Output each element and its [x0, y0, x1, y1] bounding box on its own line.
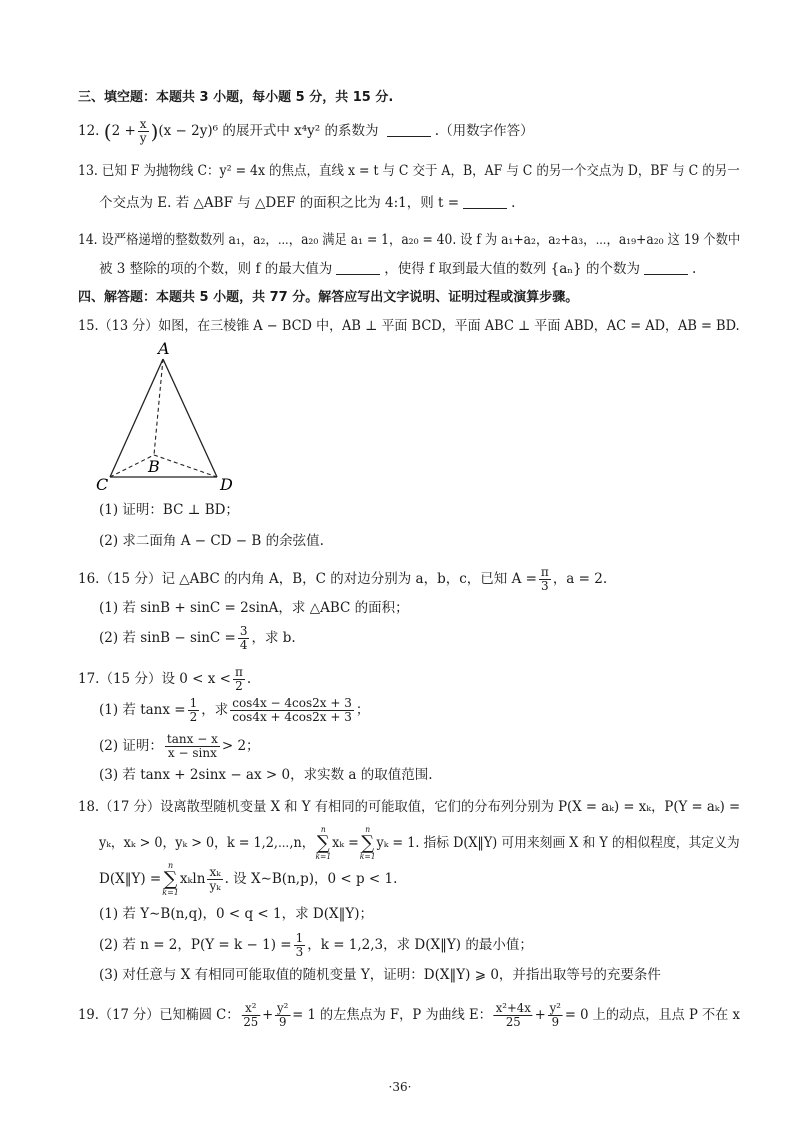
q19-fraction-4: [548, 1002, 563, 1029]
q17-part2-a: (2) 证明：: [99, 738, 163, 755]
q18-sum-d-top: n: [167, 861, 174, 870]
q17-part1-frac-b-den: cos4x + 4cos2x + 3: [232, 710, 352, 725]
q18-sum-d: [162, 862, 179, 897]
q13-answer-blank[interactable]: [463, 196, 507, 209]
q16-part2-fraction: [238, 625, 250, 652]
q12-frac-den: y: [139, 131, 147, 146]
q16-stem-a: 16.（15 分）记 △ABC 的内角 A，B，C 的对边分别为 a，b，c，已知 A =: [78, 571, 537, 588]
edge-AD: [163, 359, 217, 477]
q16-part2-a: (2) 若 sinB − sinC =: [99, 630, 236, 647]
q17-part1: [99, 697, 369, 724]
q18-part2-frac-den: 3: [295, 945, 304, 960]
q16-frac-den: 3: [541, 579, 549, 594]
tetrahedron-figure: [90, 337, 250, 497]
q17-part1-b: ，求: [201, 702, 229, 719]
q19-stem: [78, 1002, 740, 1029]
q18-sum-x-sigma: ∑: [316, 832, 330, 854]
q18-line2: [99, 826, 740, 861]
edge-BD-hidden: [154, 455, 217, 477]
q18-line2-c: yₖ = 1. 指标 D(X‖Y) 可用来刻画 X 和 Y 的相似程度，其定义为: [376, 835, 740, 851]
q17-part1-a: (1) 若 tanx =: [99, 702, 186, 719]
q12-paren-close: ): [150, 119, 159, 144]
q18-line3: [99, 862, 397, 897]
q17-part1-c: ；: [355, 702, 370, 719]
q17-part2: [99, 733, 260, 760]
q13-line2-end: .: [511, 195, 516, 211]
q18-sum-d-sigma: ∑: [163, 868, 178, 890]
q16-frac-num: π: [540, 565, 549, 579]
q18-part1: (1) 若 Y∼B(n,q)，0 < q < 1，求 D(X‖Y)；: [99, 906, 374, 922]
q18-part2-frac-num: 1: [295, 931, 304, 945]
q18-sum-x-top: n: [320, 825, 326, 834]
q16-part2: [99, 625, 296, 652]
q18-line3-frac-den: yₖ: [209, 879, 221, 893]
q12-expr-a: 2 +: [111, 123, 136, 140]
q18-line1: 18.（17 分）设离散型随机变量 X 和 Y 有相同的可能取值，它们的分布列分别为 P(X = aₖ) = xₖ，P(Y = aₖ) =: [78, 799, 741, 815]
q19-fraction-2: [275, 1002, 290, 1029]
q18-part2-a: (2) 若 n = 2，P(Y = k − 1) =: [99, 937, 292, 954]
q17-frac-num: π: [234, 665, 243, 679]
q18-line2-b: xₖ =: [332, 835, 359, 851]
q12-expr-b: (x − 2y)⁶ 的展开式中 x⁴y² 的系数为: [158, 123, 379, 140]
q13-line2: [99, 195, 515, 211]
section-3-heading: 三、填空题：本题共 3 小题，每小题 5 分，共 15 分.: [78, 90, 394, 105]
edge-AB-hidden: [154, 359, 163, 455]
q19-f4-den: 9: [551, 1015, 560, 1030]
q17-part1-frac-a-den: 2: [189, 710, 198, 725]
q16-fraction: [539, 566, 551, 593]
q14-answer-blank-2[interactable]: [644, 262, 688, 275]
q14-line2-text-b: ，使得 f 取到最大值的数列 {aₙ} 的个数为: [384, 261, 640, 277]
q18-line3-frac-num: xₖ: [209, 864, 221, 879]
q17-part1-frac-a-num: 1: [189, 696, 198, 710]
q16-part2-frac-den: 4: [239, 638, 248, 653]
q18-sum-y-bottom: k=1: [359, 852, 376, 861]
q18-line3-a: D(X‖Y) =: [99, 871, 162, 887]
q17-frac-den: 2: [235, 679, 243, 694]
q19-f4-num: y²: [549, 1001, 561, 1015]
q16-part1: (1) 若 sinB + sinC = 2sinA，求 △ABC 的面积；: [99, 600, 409, 616]
q15-part1: (1) 证明：BC ⊥ BD；: [99, 502, 239, 518]
q19-f2-den: 9: [278, 1015, 287, 1030]
q18-line3-fraction: [207, 866, 222, 893]
q19-d: +: [534, 1007, 546, 1024]
q18-sum-d-bottom: k=1: [162, 888, 179, 897]
q14-line2-text-a: 被 3 整除的项的个数，则 f 的最大值为: [99, 261, 333, 277]
q17-part1-fraction-a: [188, 697, 200, 724]
q13-line1: 13. 已知 F 为抛物线 C：y² = 4x 的焦点，直线 x = t 与 C 交于 A，B，AF 与 C 的另一个交点为 D，BF 与 C 的另一: [78, 163, 740, 179]
q18-sum-y-sigma: ∑: [361, 832, 375, 854]
q17-part2-frac-den: x − sinx: [167, 746, 217, 761]
q19-f3-den: 25: [505, 1015, 521, 1030]
q12-frac-num: x: [139, 117, 147, 131]
q18-line3-c: . 设 X∼B(n,p)，0 < p < 1.: [224, 871, 398, 887]
q15-stem: 15.（13 分）如图，在三棱锥 A − BCD 中，AB ⊥ 平面 BCD，平面 ABC ⊥ 平面 ABD，AC = AD，AB = BD.: [78, 318, 740, 334]
q18-part2-b: ，k = 1,2,3，求 D(X‖Y) 的最小值；: [307, 937, 533, 954]
q12-answer-blank[interactable]: [387, 124, 431, 137]
q18-part2-fraction: [294, 932, 306, 959]
q19-b: +: [262, 1007, 274, 1024]
q12-fraction: [138, 118, 149, 145]
q17-fraction: [233, 666, 245, 693]
q19-f2-num: y²: [277, 1001, 289, 1015]
q12-number: 12.: [78, 123, 100, 140]
q18-part2: [99, 932, 533, 959]
q19-fraction-3: [494, 1002, 533, 1029]
vertex-label-B: B: [148, 457, 160, 476]
q18-sum-y-top: n: [365, 825, 371, 834]
q15-part2: (2) 求二面角 A − CD − B 的余弦值.: [99, 533, 324, 549]
q18-line2-a: yₖ，xₖ > 0，yₖ > 0，k = 1,2,⋯,n，: [99, 835, 315, 851]
q17-part2-b: > 2；: [221, 738, 260, 755]
q16-stem-b: ，a = 2.: [552, 571, 608, 588]
q18-part3: (3) 对任意与 X 有相同可能取值的随机变量 Y，证明：D(X‖Y) ⩾ 0，并指出取等号的充要条件: [99, 967, 661, 983]
vertex-label-A: A: [158, 339, 170, 358]
q19-a: 19.（17 分）已知椭圆 C：: [78, 1007, 240, 1024]
section-4-heading: 四、解答题：本题共 5 小题，共 77 分。解答应写出文字说明、证明过程或演算步骤。: [78, 290, 579, 305]
q19-fraction-1: [241, 1002, 260, 1029]
q14-line2-end: .: [692, 261, 697, 277]
q13-line2-text: 个交点为 E. 若 △ABF 与 △DEF 的面积之比为 4:1，则 t =: [99, 195, 460, 211]
q18-sum-x-bottom: k=1: [315, 852, 332, 861]
q17-stem-a: 17.（15 分）设 0 < x <: [78, 671, 231, 688]
q16-part2-b: ，求 b.: [251, 630, 296, 647]
q19-f1-num: x²: [241, 1002, 260, 1016]
q14-answer-blank-1[interactable]: [336, 262, 380, 275]
q17-part2-frac-num: tanx − x: [166, 732, 218, 746]
q16-part2-frac-num: 3: [239, 624, 248, 638]
q19-f1-den: 25: [243, 1015, 259, 1030]
q18-sum-x: [315, 826, 331, 861]
q16-stem: [78, 566, 607, 593]
q19-c: = 1 的左焦点为 F，P 为曲线 E：: [292, 1007, 492, 1024]
q19-e: = 0 上的动点，且点 P 不在 x: [564, 1007, 740, 1024]
q17-part2-fraction: [165, 733, 220, 760]
vertex-label-C: C: [96, 475, 109, 494]
q12-tail: .（用数字作答）: [434, 123, 534, 140]
q14-line1: 14. 设严格递增的整数数列 a₁，a₂，⋯，a₂₀ 满足 a₁ = 1，a₂₀ = 40. 设 f 为 a₁+a₂，a₂+a₃，⋯，a₁₉+a₂₀ 这 19 个数中: [78, 232, 741, 248]
q17-stem: [78, 666, 251, 693]
q17-part3: (3) 若 tanx + 2sinx − ax > 0，求实数 a 的取值范围.: [99, 767, 433, 783]
q18-sum-y: [360, 826, 376, 861]
q19-f3-num: x²+4x: [495, 1001, 531, 1015]
q17-part1-fraction-b: [230, 697, 354, 724]
q17-part1-frac-b-num: cos4x − 4cos2x + 3: [232, 696, 352, 710]
q12-paren-open: (: [103, 119, 112, 144]
page-number: ·36·: [388, 1080, 412, 1094]
question-12: [78, 118, 534, 145]
q14-line2: [99, 261, 696, 277]
vertex-label-D: D: [220, 475, 233, 494]
q17-stem-b: .: [246, 671, 252, 688]
q18-line3-b: xₖln: [179, 871, 206, 887]
